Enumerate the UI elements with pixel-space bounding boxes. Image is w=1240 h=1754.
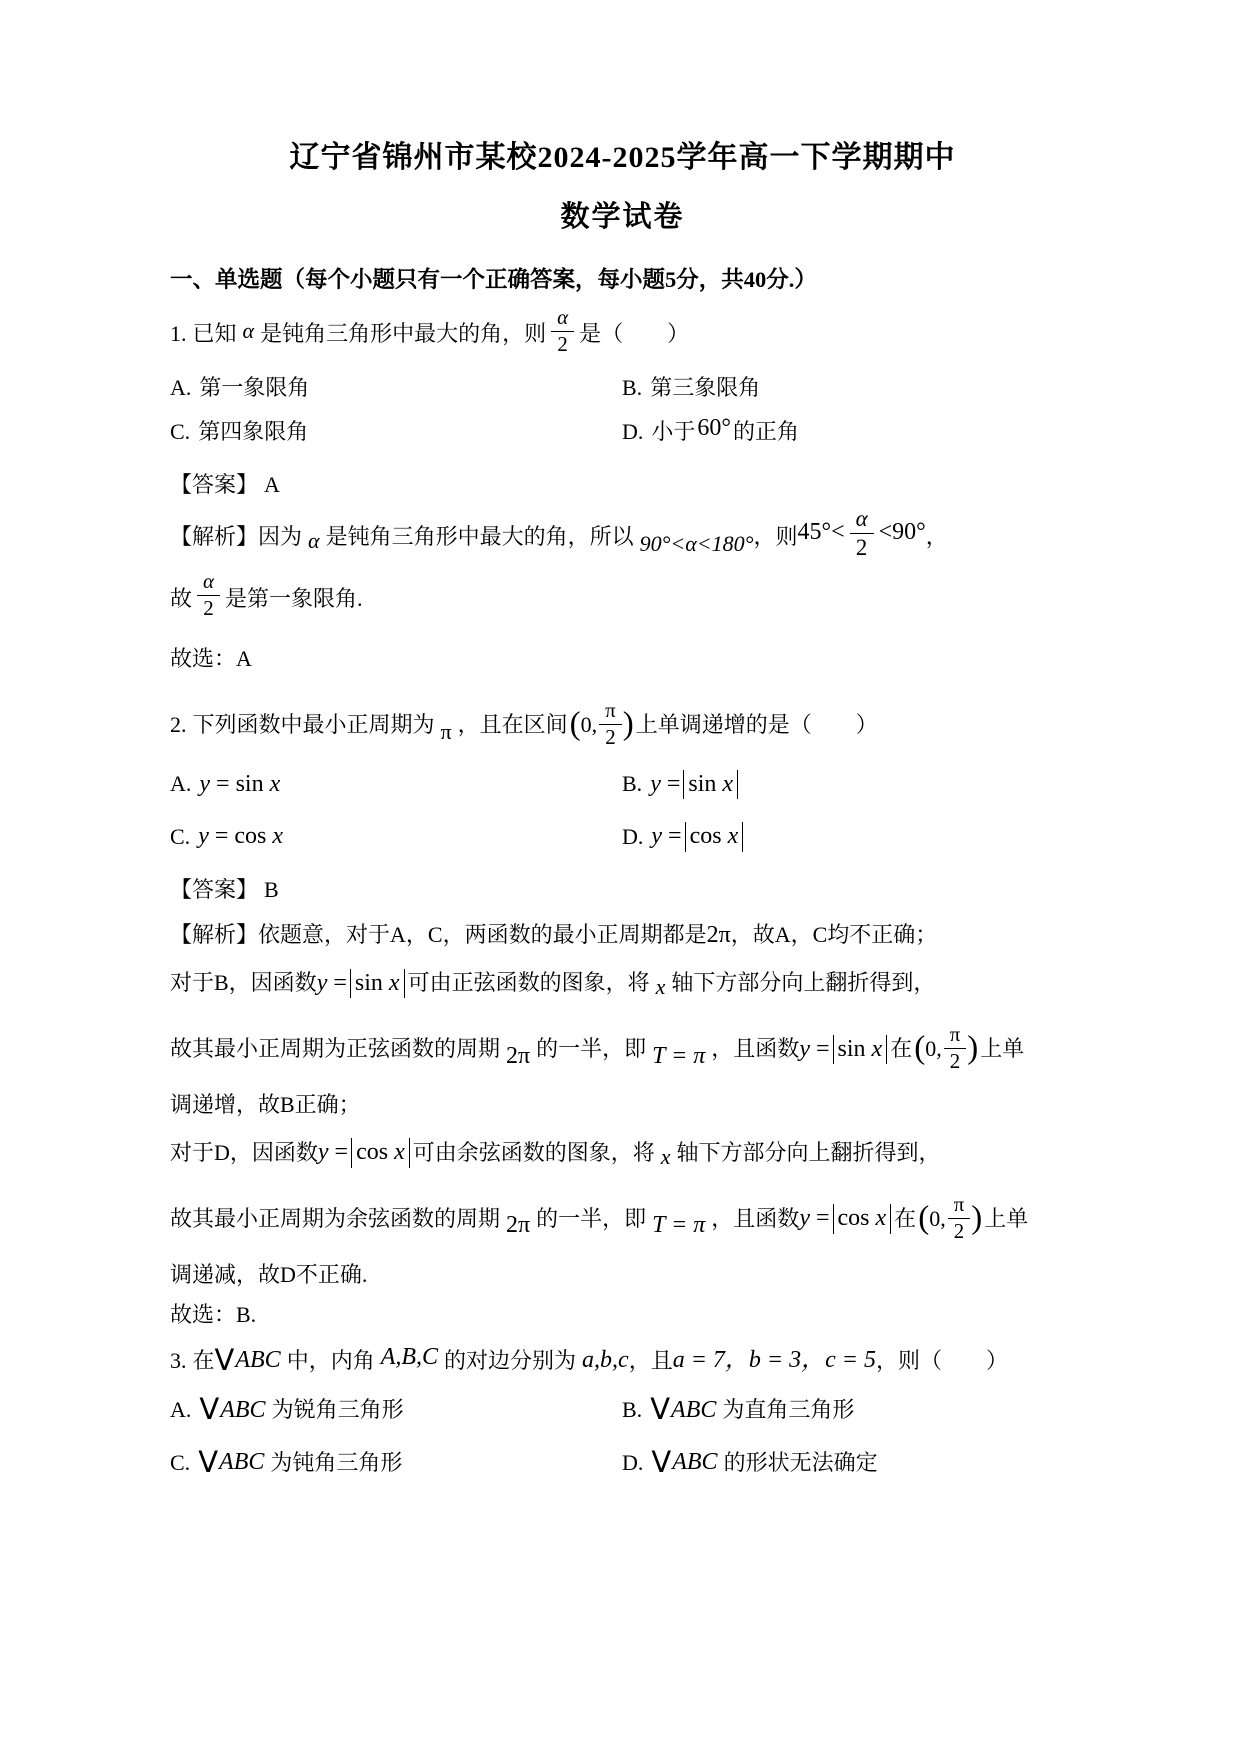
analysis-tag: 【解析】 bbox=[170, 523, 259, 549]
analysis-text: 故其最小正周期为正弦函数的周期 bbox=[170, 1035, 501, 1061]
section-header: 一、单选题（每个小题只有一个正确答案，每小题5分，共40分.） bbox=[170, 266, 817, 292]
right-paren: ) bbox=[971, 1199, 983, 1236]
option-label: A. bbox=[170, 375, 192, 401]
triangle-vertices: ABC bbox=[671, 1396, 717, 1423]
triangle-symbol: V bbox=[214, 1343, 235, 1378]
analysis-text: 的一半，即 bbox=[536, 1035, 647, 1061]
absolute-value: sin x bbox=[683, 770, 738, 799]
q3-options-row1 bbox=[170, 1393, 1075, 1428]
fraction-alpha-over-2 bbox=[197, 571, 220, 620]
q3-options-row2 bbox=[170, 1445, 1075, 1480]
absolute-value: cos x bbox=[685, 822, 744, 851]
alpha-symbol: α bbox=[308, 527, 320, 553]
formula: y = sin x bbox=[317, 966, 408, 1001]
x-symbol: x bbox=[660, 1143, 671, 1169]
option-label: B. bbox=[622, 771, 643, 797]
option-text: 的形状无法确定 bbox=[723, 1449, 878, 1475]
triangle-vertices: ABC bbox=[672, 1449, 718, 1476]
q3-stem bbox=[170, 1341, 1075, 1381]
option-label: A. bbox=[170, 1397, 192, 1423]
inequality-expression: 90°<α<180° bbox=[639, 530, 754, 556]
q2-stem-text: 下列函数中最小正周期为 bbox=[192, 711, 435, 737]
option-text: 第四象限角 bbox=[198, 418, 309, 444]
absolute-value: cos x bbox=[833, 1204, 892, 1233]
analysis-text: 对于B，因函数 bbox=[170, 969, 317, 995]
q1-stem-text: 是（ ） bbox=[579, 321, 690, 347]
formula: y = sin x bbox=[799, 1032, 890, 1067]
option-label: D. bbox=[622, 823, 644, 849]
option-text: 第三象限角 bbox=[650, 375, 761, 401]
math-inline: 2π bbox=[506, 1042, 531, 1069]
formula: y = cos x bbox=[198, 823, 284, 850]
fraction-pi-over-2 bbox=[944, 1024, 967, 1073]
analysis-text: ，则 bbox=[753, 523, 798, 549]
absolute-value: sin x bbox=[833, 1035, 888, 1064]
fraction-pi-over-2 bbox=[948, 1194, 971, 1243]
fraction-alpha-over-2 bbox=[551, 304, 574, 356]
fraction-denominator: 2 bbox=[605, 725, 616, 750]
fraction-numerator: α bbox=[551, 307, 574, 332]
fraction-numerator: π bbox=[948, 1194, 971, 1219]
triangle-vertices: ABC bbox=[219, 1449, 265, 1476]
q3-stem-text: ，则（ ） bbox=[875, 1347, 1008, 1373]
q1-options-row2 bbox=[170, 414, 1075, 449]
degree-value: 60° bbox=[697, 415, 732, 442]
absolute-value: cos x bbox=[351, 1138, 410, 1167]
x-symbol: x bbox=[655, 973, 666, 999]
option-label: C. bbox=[170, 1449, 191, 1475]
q2-options-row2 bbox=[170, 819, 1075, 854]
q1-option-d bbox=[622, 414, 1075, 449]
q1-stem-text: 已知 bbox=[192, 321, 237, 347]
fraction-alpha-over-2: $\frac{\alpha}{2}$ bbox=[850, 507, 874, 560]
formula: y = sin x bbox=[199, 770, 281, 797]
q2-analysis-line7: 调递减，故D不正确. bbox=[170, 1261, 368, 1287]
analysis-text: 可由正弦函数的图象，将 bbox=[407, 969, 650, 995]
option-label: D. bbox=[622, 418, 644, 444]
interval-expression bbox=[914, 1024, 978, 1073]
q2-stem bbox=[170, 697, 1075, 753]
triangle-symbol: V bbox=[199, 1392, 220, 1427]
q1-analysis-line1 bbox=[170, 506, 1075, 565]
analysis-text: ，故A，C均不正确； bbox=[730, 922, 938, 948]
formula: y = cos x bbox=[799, 1201, 894, 1236]
triangle-symbol: V bbox=[651, 1445, 672, 1480]
q2-analysis-line3 bbox=[170, 1021, 1075, 1077]
q3-stem-text: 中，内角 bbox=[286, 1347, 375, 1373]
fraction-numerator: α bbox=[197, 571, 220, 596]
analysis-text: 上单 bbox=[980, 1035, 1025, 1061]
q1-stem-text: 是钝角三角形中最大的角，则 bbox=[260, 321, 547, 347]
analysis-text: 在 bbox=[894, 1205, 917, 1231]
option-label: C. bbox=[170, 418, 191, 444]
analysis-text: 轴下方部分向上翻折得到， bbox=[671, 969, 936, 995]
option-text: 为钝角三角形 bbox=[270, 1449, 403, 1475]
interval-lower: 0, bbox=[929, 1205, 946, 1231]
q2-options-row1 bbox=[170, 767, 1075, 802]
answer-tag: 【答案】 bbox=[170, 877, 259, 903]
q3-stem-text: 在 bbox=[192, 1347, 215, 1373]
q3-option-d bbox=[622, 1445, 1075, 1480]
left-paren: ( bbox=[914, 1030, 926, 1067]
option-label: A. bbox=[170, 771, 192, 797]
analysis-text: ， bbox=[925, 523, 948, 549]
analysis-text: ，且函数 bbox=[711, 1205, 800, 1231]
q2-analysis-line2 bbox=[170, 959, 1075, 1007]
option-text: 第一象限角 bbox=[199, 375, 310, 401]
analysis-text: 是钝角三角形中最大的角，所以 bbox=[325, 523, 634, 549]
q3-option-b bbox=[622, 1393, 1075, 1428]
right-paren: ) bbox=[967, 1030, 979, 1067]
q2-analysis-line5 bbox=[170, 1129, 1075, 1177]
fraction-numerator: π bbox=[944, 1024, 967, 1049]
option-text: 为锐角三角形 bbox=[271, 1397, 404, 1423]
analysis-text: 故其最小正周期为余弦函数的周期 bbox=[170, 1205, 501, 1231]
left-paren: ( bbox=[569, 705, 581, 742]
q2-stem-text: 上单调递增的是（ ） bbox=[635, 711, 878, 737]
q2-stem-text: ，且在区间 bbox=[457, 711, 568, 737]
exam-title-line1: 辽宁省锦州市某校2024-2025学年高一下学期期中 bbox=[289, 141, 956, 174]
analysis-text: 上单 bbox=[984, 1205, 1029, 1231]
triangle-vertices: ABC bbox=[235, 1347, 281, 1374]
q2-option-b bbox=[622, 767, 1075, 802]
fraction-denominator: 2 bbox=[953, 1219, 965, 1244]
option-label: C. bbox=[170, 823, 191, 849]
analysis-text: 对于D，因函数 bbox=[170, 1139, 318, 1165]
math-inline: A,B,C bbox=[380, 1344, 439, 1371]
interval-lower: 0, bbox=[925, 1035, 942, 1061]
fraction-denominator: 2 bbox=[203, 596, 214, 621]
analysis-text: 依题意，对于A，C，两函数的最小正周期都是 bbox=[258, 922, 707, 948]
triangle-symbol: V bbox=[650, 1392, 671, 1427]
math-inline: T = π bbox=[652, 1042, 706, 1069]
answer-value: B bbox=[264, 877, 279, 903]
analysis-text: 是第一象限角. bbox=[224, 585, 363, 611]
absolute-value: sin x bbox=[350, 969, 405, 998]
analysis-text: 轴下方部分向上翻折得到， bbox=[676, 1139, 941, 1165]
option-label: B. bbox=[622, 1397, 643, 1423]
q1-option-c bbox=[170, 414, 622, 449]
alpha-symbol: α bbox=[242, 318, 255, 344]
q2-option-d bbox=[622, 819, 1075, 854]
option-label: D. bbox=[622, 1449, 644, 1475]
interval-lower: 0, bbox=[580, 711, 598, 737]
q2-analysis-line6 bbox=[170, 1191, 1075, 1247]
q2-conclusion: 故选：B. bbox=[170, 1301, 257, 1327]
interval-expression bbox=[918, 1194, 982, 1243]
q3-option-c bbox=[170, 1445, 622, 1480]
q1-stem bbox=[170, 306, 1075, 362]
q1-number: 1. bbox=[170, 321, 187, 347]
left-paren: ( bbox=[918, 1199, 930, 1236]
math-inline: 2π bbox=[506, 1212, 531, 1239]
q3-option-a bbox=[170, 1393, 622, 1428]
q2-number: 2. bbox=[170, 711, 187, 737]
analysis-text: 的一半，即 bbox=[536, 1205, 647, 1231]
right-paren: ) bbox=[622, 705, 634, 742]
formula: y = cos x bbox=[318, 1135, 413, 1170]
q1-option-b bbox=[622, 372, 1075, 404]
q1-conclusion: 故选：A bbox=[170, 645, 252, 671]
analysis-text: 因为 bbox=[258, 523, 303, 549]
answer-value: A bbox=[264, 471, 280, 497]
analysis-tag: 【解析】 bbox=[170, 922, 259, 948]
analysis-text: ，且函数 bbox=[711, 1035, 800, 1061]
q1-option-a bbox=[170, 372, 622, 404]
analysis-text: 故 bbox=[170, 585, 193, 611]
q1-analysis-line2 bbox=[170, 571, 1075, 627]
q2-analysis-line1 bbox=[170, 918, 1075, 953]
option-text: 小于 bbox=[651, 418, 696, 444]
math-inline: a = 7，b = 3，c = 5 bbox=[672, 1347, 876, 1374]
q1-options-row1 bbox=[170, 372, 1075, 404]
q3-stem-text: 的对边分别为 bbox=[444, 1347, 577, 1373]
option-text: 的正角 bbox=[733, 418, 800, 444]
pi-symbol: π bbox=[440, 718, 452, 744]
q2-analysis-line4: 调递增，故B正确； bbox=[170, 1091, 361, 1117]
q1-answer-line bbox=[170, 469, 1075, 501]
q2-option-c bbox=[170, 819, 622, 854]
document-page bbox=[170, 0, 1075, 1480]
analysis-text: 可由余弦函数的图象，将 bbox=[412, 1139, 655, 1165]
formula: y = sin x bbox=[650, 767, 741, 802]
answer-tag: 【答案】 bbox=[170, 471, 259, 497]
option-label: B. bbox=[622, 375, 643, 401]
q2-answer-line bbox=[170, 874, 1075, 906]
interval-expression bbox=[570, 700, 634, 749]
triangle-symbol: V bbox=[198, 1445, 219, 1480]
triangle-vertices: ABC bbox=[220, 1396, 266, 1423]
fraction-denominator: 2 bbox=[949, 1049, 961, 1074]
math-inline: T = π bbox=[652, 1212, 706, 1239]
math-inline: 2π bbox=[706, 922, 731, 949]
option-text: 为直角三角形 bbox=[722, 1397, 855, 1423]
fraction-denominator: 2 bbox=[557, 331, 568, 356]
fraction-pi-over-2 bbox=[599, 700, 622, 749]
analysis-text: 在 bbox=[890, 1035, 913, 1061]
q3-number: 3. bbox=[170, 1347, 187, 1373]
inequality-expression: 45°< $\frac{\alpha}{2}$ <90° bbox=[797, 506, 926, 561]
formula: y = cos x bbox=[651, 819, 746, 854]
fraction-numerator: π bbox=[599, 700, 622, 725]
q2-option-a bbox=[170, 767, 622, 802]
q3-stem-text: ，且 bbox=[628, 1347, 673, 1373]
math-inline: a,b,c bbox=[582, 1347, 629, 1374]
exam-title-line2: 数学试卷 bbox=[560, 200, 685, 233]
